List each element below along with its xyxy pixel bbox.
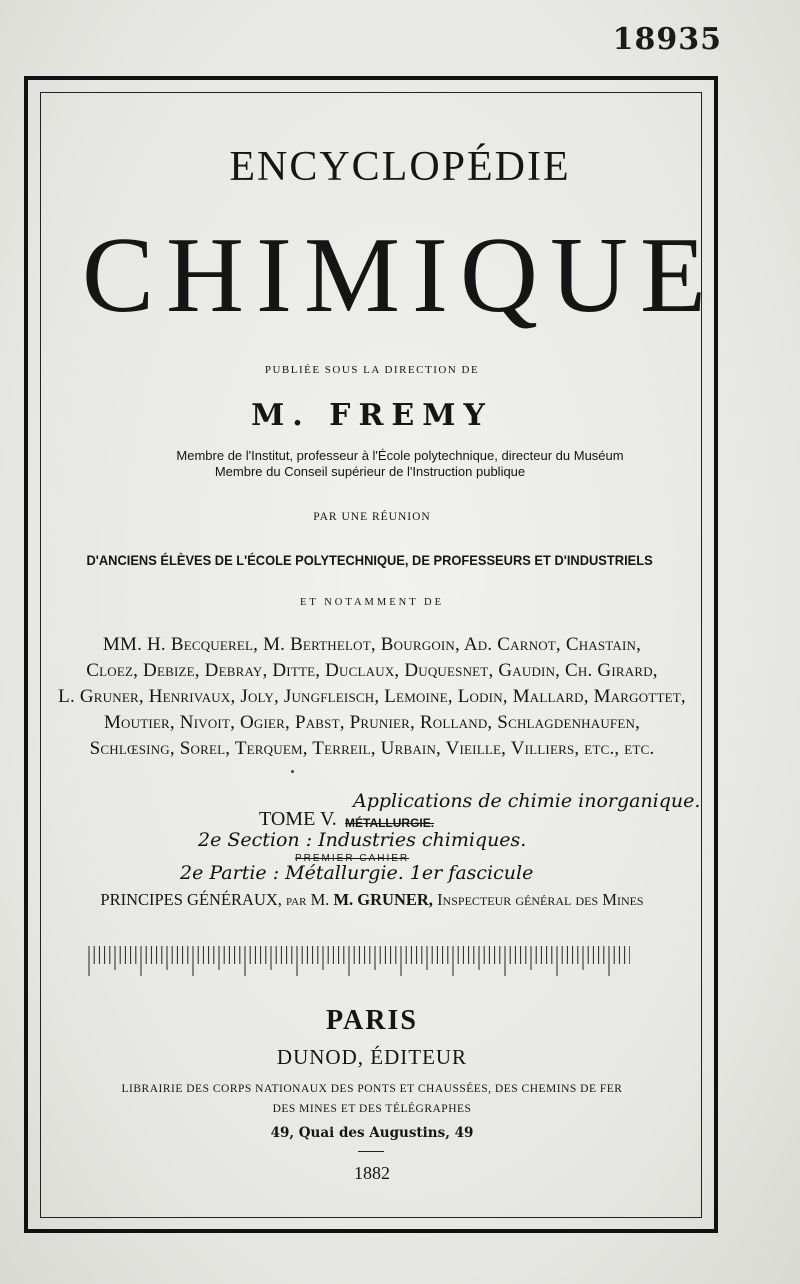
ink-speck: [291, 770, 294, 773]
collaboration-intro: PAR UNE RÉUNION: [313, 511, 431, 523]
measurement-ruler: [88, 946, 630, 976]
author-by: par: [286, 893, 307, 909]
contributors-line: Moutier, Nivoit, Ogier, Pabst, Prunier, Rolland, Schlagdenhaufen,: [103, 712, 641, 733]
publisher-city: PARIS: [326, 1005, 418, 1036]
title-line-encyclopedie: ENCYCLOPÉDIE: [229, 144, 571, 190]
author-title: Inspecteur général des Mines: [437, 890, 644, 909]
contributors-line: Schlœsing, Sorel, Terquem, Terreil, Urbain, Vieille, Villiers, etc., etc.: [89, 738, 655, 759]
struck-volume-subtitle: PREMIER CAHIER: [295, 853, 410, 864]
struck-volume-title: MÉTALLURGIE.: [345, 816, 435, 830]
volume-subject: PRINCIPES GÉNÉRAUX,: [100, 890, 282, 909]
publisher-description-line-2: DES MINES ET DES TÉLÉGRAPHES: [272, 1103, 472, 1115]
publisher-description-line-1: LIBRAIRIE DES CORPS NATIONAUX DES PONTS ET CHAUSSÉES, DES CHEMINS DE FER: [121, 1083, 623, 1095]
collaboration-groups: D'ANCIENS ÉLÈVES DE L'ÉCOLE POLYTECHNIQUE, DE PROFESSEURS ET D'INDUSTRIELS: [86, 552, 653, 568]
handwritten-annotation-line-2: 2e Section : Industries chimiques.: [198, 829, 527, 851]
publication-year: 1882: [354, 1163, 390, 1183]
volume-subject-line: PRINCIPES GÉNÉRAUX, par M. M. GRUNER, Inspecteur général des Mines: [100, 890, 644, 909]
title-line-chimique: CHIMIQUE: [82, 216, 718, 335]
author-name: M. GRUNER,: [333, 890, 433, 909]
contributors-line: Cloez, Debize, Debray, Ditte, Duclaux, Duquesnet, Gaudin, Ch. Girard,: [86, 660, 658, 681]
divider-rule: [358, 1151, 384, 1152]
publisher-name: DUNOD, ÉDITEUR: [276, 1045, 468, 1069]
handwritten-annotation-line-3: 2e Partie : Métallurgie. 1er fascicule: [180, 862, 534, 884]
contributors-line: L. Gruner, Henrivaux, Joly, Jungfleisch, Lemoine, Lodin, Mallard, Margottet,: [58, 686, 686, 707]
contributors-line: MM. H. Becquerel, M. Berthelot, Bourgoin, Ad. Carnot, Chastain,: [102, 634, 642, 655]
editor-credentials-line-2: Membre du Conseil supérieur de l'Instruction publique: [214, 464, 526, 479]
editor-credentials-line-1: Membre de l'Institut, professeur à l'École polytechnique, directeur du Muséum: [176, 448, 624, 463]
collaboration-notably: ET NOTAMMENT DE: [299, 597, 445, 608]
direction-intro: PUBLIÉE SOUS LA DIRECTION DE: [264, 364, 480, 376]
handwritten-annotation-line-1: Applications de chimie inorganique.: [353, 790, 701, 812]
editor-name: M. FREMY: [251, 398, 493, 433]
volume-tome: TOME V.: [259, 808, 337, 830]
catalog-number-stamp: 18935: [612, 22, 722, 57]
publisher-address: 49, Quai des Augustins, 49: [270, 1125, 474, 1141]
